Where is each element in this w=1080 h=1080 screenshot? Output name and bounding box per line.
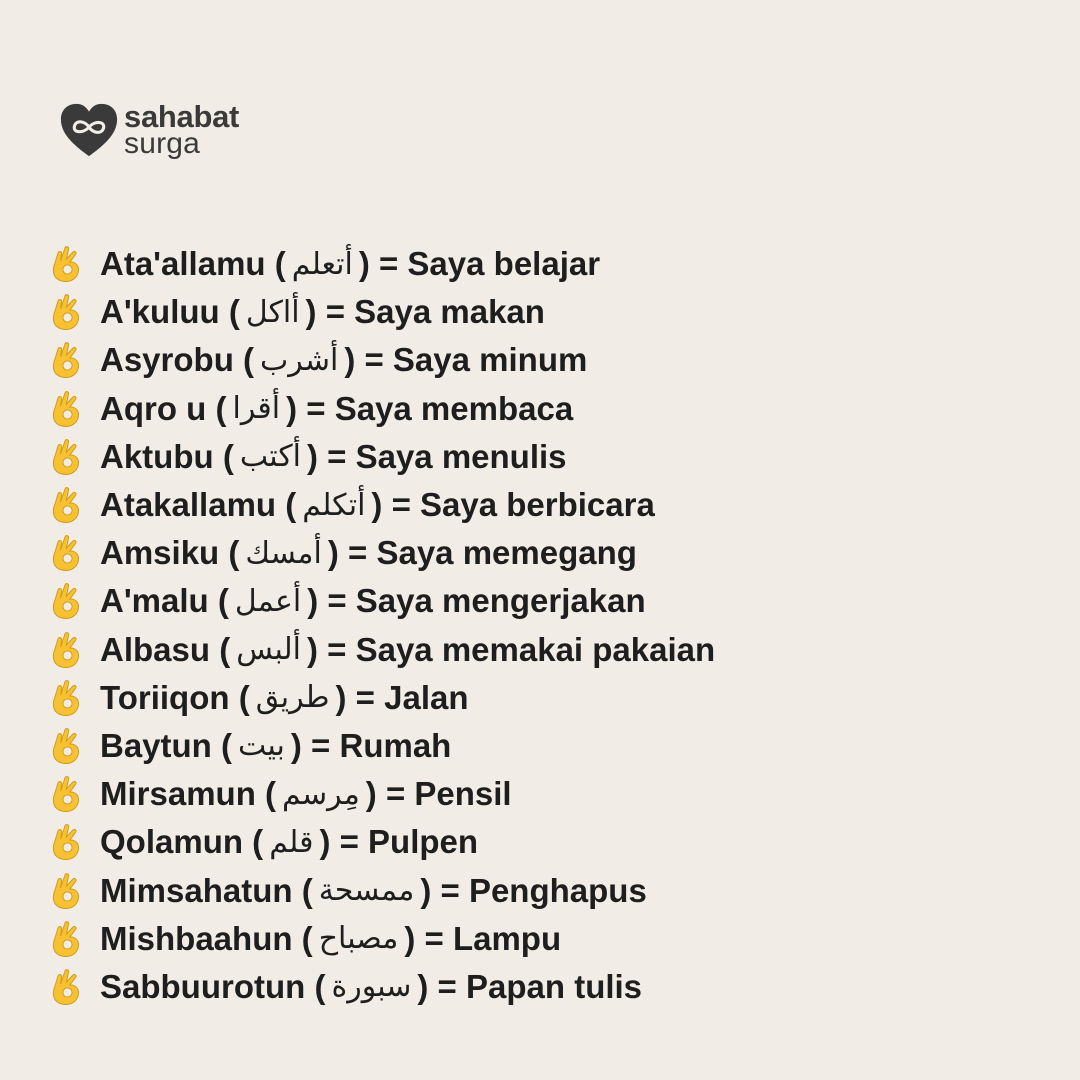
ok-hand-icon	[48, 340, 84, 380]
vocab-row: Ata'allamu ( أتعلم ) = Saya belajar	[48, 240, 715, 288]
meaning-text: Saya minum	[392, 341, 588, 379]
brand-logo	[58, 100, 239, 160]
vocab-row: Aktubu ( أكتب ) = Saya menulis	[48, 433, 715, 481]
vocab-row: Asyrobu ( أشرب ) = Saya minum	[48, 336, 715, 384]
meaning-text: Penghapus	[468, 871, 647, 909]
ok-hand-icon	[48, 678, 84, 718]
latin-word: A'kuluu	[100, 293, 220, 331]
latin-word: Amsiku	[100, 534, 220, 572]
latin-word: Mirsamun	[100, 775, 256, 813]
latin-word: Mishbaahun	[100, 919, 293, 957]
latin-word: Mimsahatun	[100, 871, 293, 909]
arabic-word: بيت	[238, 728, 285, 764]
ok-hand-icon	[48, 533, 84, 573]
ok-hand-icon	[48, 630, 84, 670]
vocab-row: Atakallamu ( أتكلم ) = Saya berbicara	[48, 481, 715, 529]
latin-word: Toriiqon	[100, 678, 230, 716]
arabic-word: أتكلم	[302, 487, 366, 523]
arabic-word: مِرسم	[282, 776, 360, 812]
ok-hand-icon	[48, 726, 84, 766]
latin-word: Aktubu	[100, 437, 214, 475]
heart-infinity-icon	[58, 100, 120, 160]
ok-hand-icon	[48, 822, 84, 862]
vocab-row: Sabbuurotun ( سبورة ) = Papan tulis	[48, 963, 715, 1011]
latin-word: Baytun	[100, 726, 212, 764]
arabic-word: أكتب	[239, 439, 301, 475]
ok-hand-icon	[48, 919, 84, 959]
vocab-row: Amsiku ( أمسك ) = Saya memegang	[48, 529, 715, 577]
meaning-text: Lampu	[452, 919, 562, 957]
meaning-text: Saya mengerjakan	[355, 582, 646, 620]
brand-name: sahabat	[124, 99, 240, 134]
meaning-text: Jalan	[384, 678, 469, 716]
ok-hand-icon	[48, 485, 84, 525]
meaning-text: Saya menulis	[355, 437, 567, 475]
vocab-row: A'malu ( أعمل ) = Saya mengerjakan	[48, 577, 715, 625]
latin-word: Ata'allamu	[100, 245, 266, 283]
meaning-text: Saya belajar	[407, 245, 601, 283]
meaning-text: Saya membaca	[334, 389, 574, 427]
ok-hand-icon	[48, 774, 84, 814]
arabic-word: ألبس	[236, 632, 301, 668]
ok-hand-icon	[48, 389, 84, 429]
ok-hand-icon	[48, 437, 84, 477]
vocab-row: A'kuluu ( أاكل ) = Saya makan	[48, 288, 715, 336]
arabic-word: أتعلم	[291, 246, 353, 282]
meaning-text: Pensil	[414, 775, 512, 813]
latin-word: Aqro u	[100, 389, 207, 427]
arabic-word: طريق	[255, 680, 330, 716]
latin-word: Atakallamu	[100, 486, 277, 524]
vocab-row: Aqro u ( أقرا ) = Saya membaca	[48, 385, 715, 433]
arabic-word: سبورة	[331, 969, 412, 1005]
arabic-word: مصباح	[318, 921, 399, 957]
vocab-row: Toriiqon ( طريق ) = Jalan	[48, 674, 715, 722]
arabic-word: أقرا	[232, 391, 281, 427]
meaning-text: Saya makan	[354, 293, 545, 331]
ok-hand-icon	[48, 871, 84, 911]
arabic-word: قلم	[269, 824, 314, 860]
meaning-text: Saya memakai pakaian	[355, 630, 716, 668]
latin-word: Qolamun	[100, 823, 244, 861]
vocab-row: Mishbaahun ( مصباح ) = Lampu	[48, 915, 715, 963]
meaning-text: Papan tulis	[466, 967, 643, 1005]
ok-hand-icon	[48, 967, 84, 1007]
ok-hand-icon	[48, 581, 84, 621]
vocab-row: Albasu ( ألبس ) = Saya memakai pakaian	[48, 626, 715, 674]
latin-word: A'malu	[100, 582, 209, 620]
latin-word: Asyrobu	[100, 341, 234, 379]
arabic-word: أشرب	[260, 342, 339, 378]
arabic-word: أاكل	[245, 294, 300, 330]
ok-hand-icon	[48, 244, 84, 284]
arabic-word: أعمل	[234, 583, 302, 619]
vocab-row: Mimsahatun ( ممسحة ) = Penghapus	[48, 866, 715, 914]
meaning-text: Saya berbicara	[420, 486, 655, 524]
latin-word: Sabbuurotun	[100, 967, 306, 1005]
arabic-word: أمسك	[245, 535, 322, 571]
meaning-text: Rumah	[339, 726, 452, 764]
vocab-row: Mirsamun ( مِرسم ) = Pensil	[48, 770, 715, 818]
meaning-text: Pulpen	[368, 823, 479, 861]
latin-word: Albasu	[100, 630, 211, 668]
ok-hand-icon	[48, 292, 84, 332]
meaning-text: Saya memegang	[376, 534, 637, 572]
vocabulary-list	[48, 240, 715, 1011]
vocab-row: Baytun ( بيت ) = Rumah	[48, 722, 715, 770]
arabic-word: ممسحة	[318, 873, 415, 909]
brand-name-secondary: surga	[124, 127, 201, 160]
vocab-row: Qolamun ( قلم ) = Pulpen	[48, 818, 715, 866]
